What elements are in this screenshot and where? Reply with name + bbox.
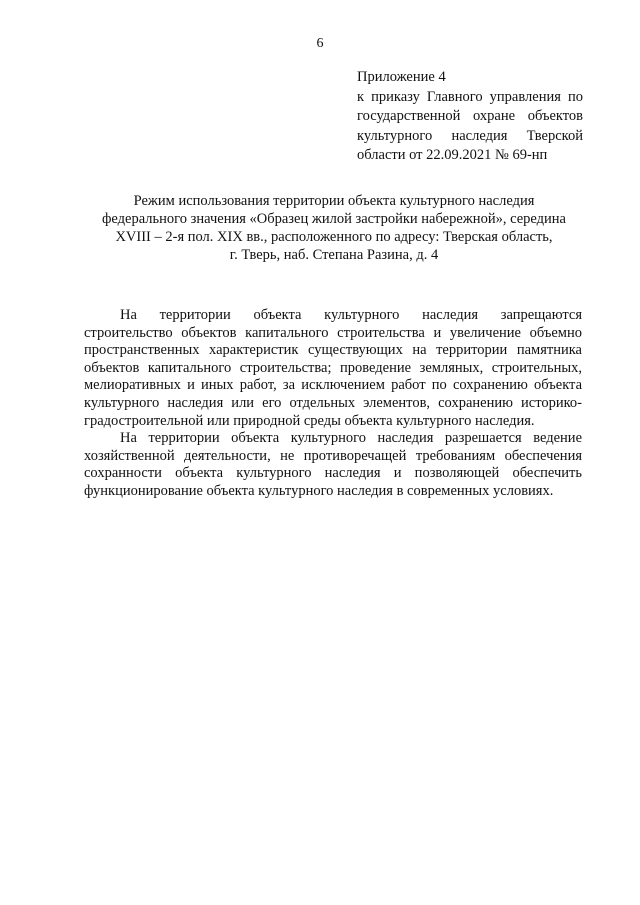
paragraph-line: На территории объекта культурного наследия разрешается ведение bbox=[120, 430, 582, 447]
paragraph-line: На территории объекта культурного наследия запрещаются bbox=[120, 307, 582, 323]
paragraph-permissions bbox=[84, 430, 582, 500]
appendix-line: к приказу Главного управления по bbox=[357, 88, 583, 105]
title-line: XVIII – 2-я пол. XIX вв., расположенного по адресу: Тверская область, bbox=[115, 229, 553, 245]
paragraph-line: мелиоративных и иных работ, за исключением работ по сохранению объекта bbox=[84, 377, 582, 394]
appendix-line: области от 22.09.2021 № 69-нп bbox=[357, 147, 548, 163]
paragraph-line: пространственных характеристик существующих на территории памятника bbox=[84, 342, 582, 359]
paragraph-line: хозяйственной деятельности, не противоречащей требованиям обеспечения bbox=[84, 447, 582, 464]
title-line: федерального значения «Образец жилой застройки набережной», середина bbox=[102, 211, 566, 227]
paragraph-prohibitions bbox=[84, 307, 582, 430]
document-body bbox=[84, 307, 582, 501]
document-title bbox=[84, 192, 584, 264]
paragraph-line: функционирование объекта культурного наследия в современных условиях. bbox=[84, 482, 554, 499]
appendix-line: Приложение 4 bbox=[357, 69, 446, 85]
paragraph-line: объектов капитального строительства; проведение земляных, строительных, bbox=[84, 359, 582, 376]
paragraph-line: культурного наследия или его отдельных элементов, сохранению историко- bbox=[84, 394, 582, 411]
paragraph-line: строительство объектов капитального строительства и увеличение объемно bbox=[84, 324, 582, 341]
paragraph-line: градостроительной или природной среды объекта культурного наследия. bbox=[84, 412, 535, 429]
appendix-line: государственной охране объектов bbox=[357, 108, 583, 124]
title-line: г. Тверь, наб. Степана Разина, д. 4 bbox=[229, 247, 439, 263]
appendix-header bbox=[357, 68, 583, 166]
paragraph-line: сохранности объекта культурного наследия и позволяющей обеспечить bbox=[84, 465, 582, 482]
title-line: Режим использования территории объекта культурного наследия bbox=[133, 193, 535, 209]
page-number: 6 bbox=[316, 36, 324, 51]
appendix-line: культурного наследия Тверской bbox=[357, 127, 583, 144]
